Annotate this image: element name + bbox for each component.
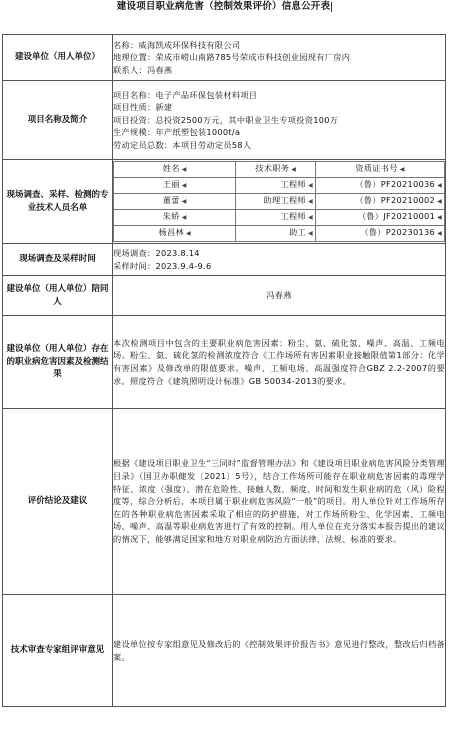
staff-cert-text: （鲁）JF20210001: [357, 211, 436, 222]
staff-name-text: 杨昌林: [158, 227, 184, 238]
staff-cert: [315, 194, 444, 210]
content-technical-staff: [113, 160, 446, 244]
staff-name-text: 董蕾: [162, 195, 180, 206]
row-construction-unit: [3, 35, 446, 81]
staff-cert: [315, 210, 444, 226]
staff-row: [114, 226, 445, 242]
sampling-date: 采样时间：2023.9.4-9.6: [113, 260, 212, 271]
label-conclusion: 评价结论及建议: [3, 409, 113, 595]
caret-icon: ◀: [186, 230, 191, 238]
conclusion-text: 根据《建设项目职业卫生“三同时”监督管理办法》和《建设项目职业病危害风险分类管理目录》（国卫办职健发〔2021〕5号），结合工作场所可能存在职业病危害因素的毒理学特征、浓度（强度）、潜在危险性、接触人数、频度、时间和发生职业病的危（风）险程度等，综合分析后，本项目属于职业病危害风险“一般”的项目。用人单位针对工作场所存在的各种职业病危害因素采取了相应的防护措施，对工作场所粉尘、化学因素、工频电场、噪声、高温等职业病危害进行了有效的控制。用人单位在充分落实本报告提出的建议的情况下，能够满足国家和地方对职业病防治方面法律、法规、标准的要求。: [113, 409, 446, 595]
escort-name: 冯春燕: [113, 276, 446, 316]
staff-header-title: [236, 162, 315, 178]
staff-title-text: 工程师: [280, 211, 306, 222]
label-construction-unit: 建设单位（用人单位）: [3, 35, 113, 81]
label-survey-time: 现场调查及采样时间: [3, 244, 113, 276]
caret-icon: ◀: [307, 198, 313, 206]
label-technical-staff: 现场调查、采样、检测的专业技术人员名单: [3, 160, 113, 244]
row-survey-time: [3, 244, 446, 276]
document-title-text: 建设项目职业病危害（控制效果评价）信息公开表: [116, 1, 331, 12]
project-name: 项目名称：电子产品环保包装材料项目: [113, 89, 258, 100]
staff-name: [114, 210, 236, 226]
staff-cert-text: （鲁）PF20210036: [355, 179, 436, 190]
staff-name: [114, 178, 236, 194]
row-project: [3, 81, 446, 160]
staff-header-title-text: 技术职务: [255, 163, 290, 174]
survey-date: 现场调查：2023.8.14: [113, 247, 200, 258]
content-survey-time: [113, 244, 446, 276]
staff-title-text: 助理工程师: [263, 195, 306, 206]
caret-icon: ◀: [181, 198, 187, 206]
unit-contact: 联系人：冯春燕: [113, 64, 173, 75]
caret-icon: ◀: [307, 214, 313, 222]
caret-icon: ◀: [437, 198, 442, 206]
label-expert-review: 技术审查专家组评审意见: [3, 595, 113, 707]
staff-title-text: 助工: [289, 227, 306, 238]
document-title: [0, 0, 449, 14]
staff-cert-text: （鲁）PF20210002: [355, 195, 436, 206]
project-nature: 项目性质：新建: [113, 102, 173, 113]
project-investment: 项目投资：总投资2500万元，其中职业卫生专项投资100万: [113, 114, 339, 125]
caret-icon: ◀: [181, 214, 187, 222]
staff-cert: [315, 226, 444, 242]
caret-icon: ◀: [437, 214, 442, 222]
row-escort: [3, 276, 446, 316]
staff-row: [114, 194, 445, 210]
caret-icon: ◀: [437, 230, 442, 238]
project-scale: 生产规模：年产纸塑包装1000t/a: [113, 127, 241, 138]
content-construction-unit: [113, 35, 446, 81]
staff-title: [236, 226, 315, 242]
staff-cert-text: （鲁）P20230136: [360, 227, 436, 238]
caret-icon: ◀: [399, 166, 405, 174]
caret-icon: ◀: [181, 182, 187, 190]
caret-icon: ◀: [307, 182, 313, 190]
unit-name: 名称：威海凯成环保科技有限公司: [113, 39, 241, 50]
row-technical-staff: [3, 160, 446, 244]
project-staffing: 劳动定员总数：本项目劳动定员58人: [113, 139, 252, 150]
staff-title: [236, 210, 315, 226]
staff-header-name-text: 姓名: [162, 163, 180, 174]
staff-cert: [315, 178, 444, 194]
staff-header-name: [114, 162, 236, 178]
row-expert-review: [3, 595, 446, 707]
caret-icon: ◀: [307, 230, 313, 238]
caret-icon: ◀: [181, 166, 187, 174]
unit-address: 地理位置：荣成市崂山南路785号荣成市科技创业园现有厂房内: [113, 52, 351, 63]
hazards-text: 本次检测项目中包含的主要职业病危害因素：粉尘、氨、硫化氢、噪声、高温、工频电场。粉尘、氨、硫化氢的检测浓度符合《工作场所有害因素职业接触限值第1部分：化学有害因素》及修改单的限值要求。噪声、工频电场、高温强度符合GBZ 2.2-2007的要求。照度符合《建筑照明设计标准》GB 50034-2013的要求。: [113, 316, 446, 409]
label-escort: 建设单位（用人单位）陪同人: [3, 276, 113, 316]
label-project: 项目名称及简介: [3, 81, 113, 160]
label-hazards: 建设单位（用人单位）存在的职业病危害因素及检测结果: [3, 316, 113, 409]
staff-row: [114, 210, 445, 226]
staff-title-text: 工程师: [280, 179, 306, 190]
caret-icon: ◀: [291, 166, 297, 174]
row-hazards: [3, 316, 446, 409]
staff-header-cert-text: 资质证书号: [355, 163, 398, 174]
caret-icon: ◀: [437, 182, 442, 190]
staff-header-cert: [315, 162, 444, 178]
staff-name-text: 王丽: [162, 179, 180, 190]
staff-table: [113, 161, 445, 242]
staff-title: [236, 194, 315, 210]
row-conclusion: [3, 409, 446, 595]
text-cursor: [331, 2, 332, 12]
content-project: [113, 81, 446, 160]
staff-row: [114, 178, 445, 194]
staff-name: [114, 226, 236, 242]
staff-title: [236, 178, 315, 194]
expert-review-text: 建设单位按专家组意见及修改后的《控制效果评价报告书》意见进行整改，整改后归档备案。: [113, 595, 446, 707]
staff-name-text: 朱娇: [162, 211, 180, 222]
staff-name: [114, 194, 236, 210]
staff-header-row: [114, 162, 445, 178]
disclosure-table: [2, 34, 446, 707]
